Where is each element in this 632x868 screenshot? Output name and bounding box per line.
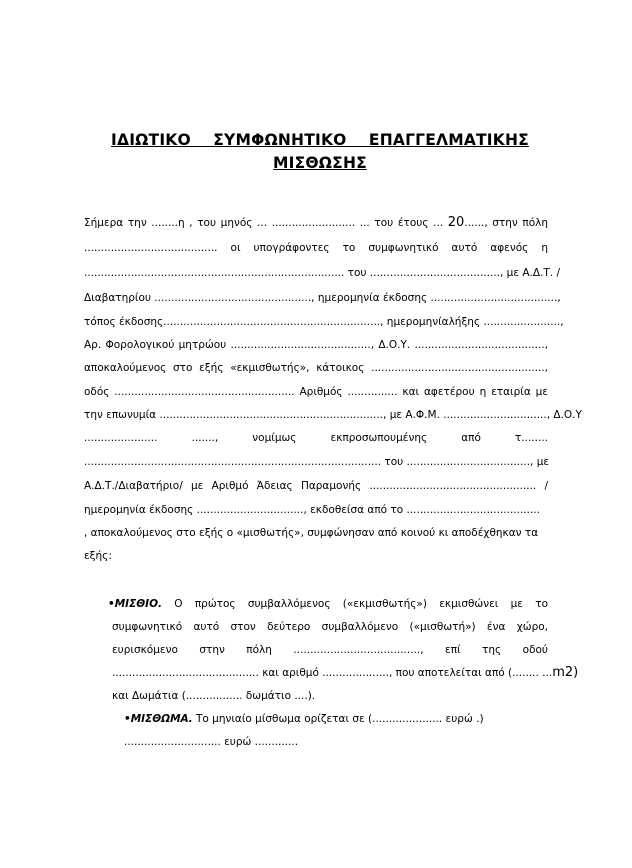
document-title-line-2: ΜΙΣΘΩΣΗΣ — [273, 154, 367, 172]
body-line-1 — [84, 216, 548, 230]
body-line-6: Αρ. Φορολογικού μητρώου .........................................., Δ.Ο.Υ. ......................................., — [84, 339, 548, 351]
document-title-line-1: ΙΔΙΩΤΙΚΟ ΣΥΜΦΩΝΗΤΙΚΟ ΕΠΑΓΓΕΛΜΑΤΙΚΗΣ — [111, 131, 529, 149]
body-line-11: ......................................................................................... του ....................................., με — [84, 456, 550, 468]
body-line-13: ημερομηνία έκδοσης ................................, εκδοθείσα από το ........................................ — [84, 504, 540, 516]
section-misthio-line-4 — [112, 665, 579, 680]
body-line-9: την επωνυμία ..................................................................., με Α.Φ.Μ. ..............................., Δ.Ο.Υ — [84, 409, 582, 421]
section-misthio-line-1 — [108, 597, 548, 611]
body-line-1-pre: Σήμερα την ........η , του μηνός ... ......................... ... του έτους ... — [84, 217, 448, 229]
body-line-1-post: ......, στην πόλη — [464, 217, 549, 229]
section-misthio-line-3: ευρισκόμενο στην πόλη ......................................, επί της οδού — [112, 644, 548, 656]
body-line-10: ...................... ......., νομίμως εκπροσωπουμένης από τ........ — [84, 432, 548, 444]
section-misthio-heading: •ΜΙΣΘΙΟ. — [108, 598, 162, 610]
section-misthoma-text-1: Το μηνιαίο μίσθωμα ορίζεται σε (..................... ευρώ .) — [192, 713, 484, 725]
area-unit: m2) — [552, 665, 579, 680]
body-line-2: ........................................ οι υπογράφοντες το συμφωνητικό αυτό αφενός η — [84, 242, 548, 254]
body-line-7: αποκαλούμενος στο εξής «εκμισθωτής», κάτοικος ...................................................., — [84, 362, 548, 374]
body-line-8: οδός ...................................................... Αριθμός ............... και αφετέρου η εταιρία με — [84, 386, 548, 398]
body-line-14: , αποκαλούμενος στο εξής ο «μισθωτής», συμφώνησαν από κοινού κι αποδέχθηκαν τα — [84, 527, 539, 539]
body-line-4: Διαβατηρίου ..............................................., ημερομηνία έκδοσης ......................................, — [84, 292, 561, 304]
section-misthio-line-5: και Δωμάτια (................. δωμάτιο ....). — [112, 690, 316, 702]
body-line-12: Α.Δ.Τ./Διαβατήριο/ με Αριθμό Άδειας Παραμονής .................................................. / — [84, 480, 548, 492]
body-line-5: τόπος έκδοσης................................................................., ημερομηνίαλήξης ......................., — [84, 316, 564, 328]
section-misthoma-line-1 — [124, 712, 548, 726]
body-line-15: εξής: — [84, 550, 112, 562]
section-misthio-line-2: συμφωνητικό αυτό στον δεύτερο συμβαλλόμενο («μισθωτή») ένα χώρο, — [112, 621, 548, 633]
section-misthio-text-4: ............................................ και αριθμό ...................., που αποτελείται από (........ ... — [112, 667, 553, 679]
section-misthio-text-1: Ο πρώτος συμβαλλόμενος («εκμισθωτής») εκμισθώνει με το — [162, 598, 548, 610]
year-prefix: 20 — [447, 215, 465, 230]
section-misthoma-line-2: ............................. ευρώ ............. — [124, 736, 299, 748]
body-line-3: .............................................................................. του ......................................., με Α.Δ.Τ. / — [84, 267, 561, 279]
section-misthoma-heading: •ΜΙΣΘΩΜΑ. — [124, 713, 193, 725]
